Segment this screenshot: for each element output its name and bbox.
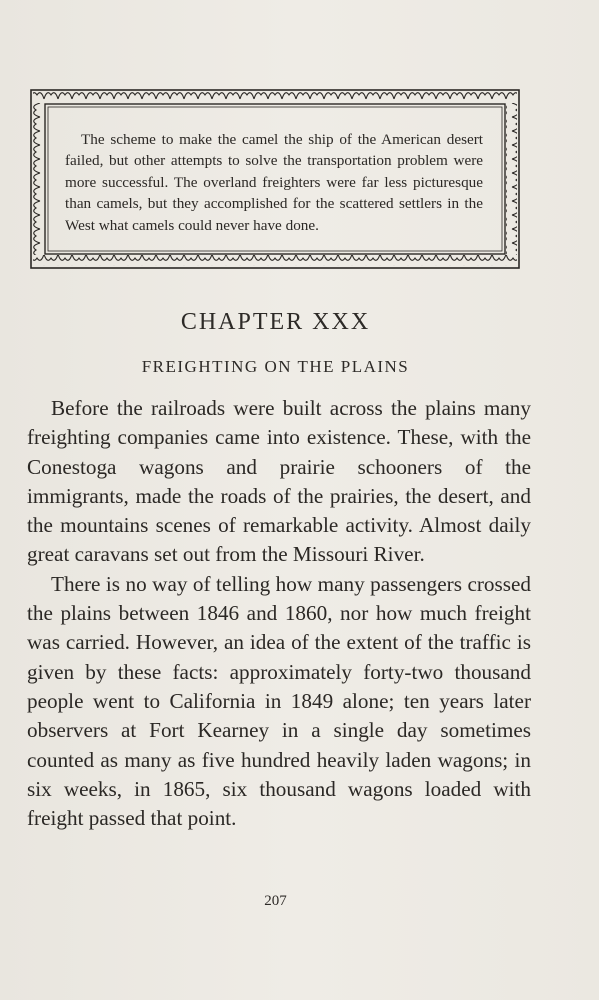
chapter-title: FREIGHTING ON THE PLAINS: [141, 357, 410, 376]
chapter-summary-box: [65, 129, 483, 236]
paragraph-2: There is no way of telling how many passengers crossed the plains between 1846 and 1860, nor how much freight was carried. However, an idea of the extent of the traffic is given by these facts: approximately forty-two thousand people went to California in 1849 alone; ten years later observers at Fort Kearney in a single day sometimes counted as many as five hundred heavily laden wagons; in six weeks, in 1865, six thousand wagons loaded with freight passed that point.: [27, 571, 531, 831]
paragraph-1: Before the railroads were built across the plains many freighting companies came into existence. These, with the Conestoga wagons and prairie schooners of the immigrants, made the roads of the prairies, the desert, and the mountains scenes of remarkable activity. Almost daily great caravans set out from the Missouri River.: [27, 396, 531, 567]
chapter-number: CHAPTER XXX: [180, 309, 371, 335]
body-text: [27, 394, 531, 833]
chapter-summary-text: The scheme to make the camel the ship of the American desert failed, but other attempts to solve the transportation problem were more successful. The overland freighters were far less picturesque than camels, but they accomplished for the scattered settlers in the West what camels could never have done.: [65, 131, 483, 234]
page-number: 207: [264, 893, 287, 909]
